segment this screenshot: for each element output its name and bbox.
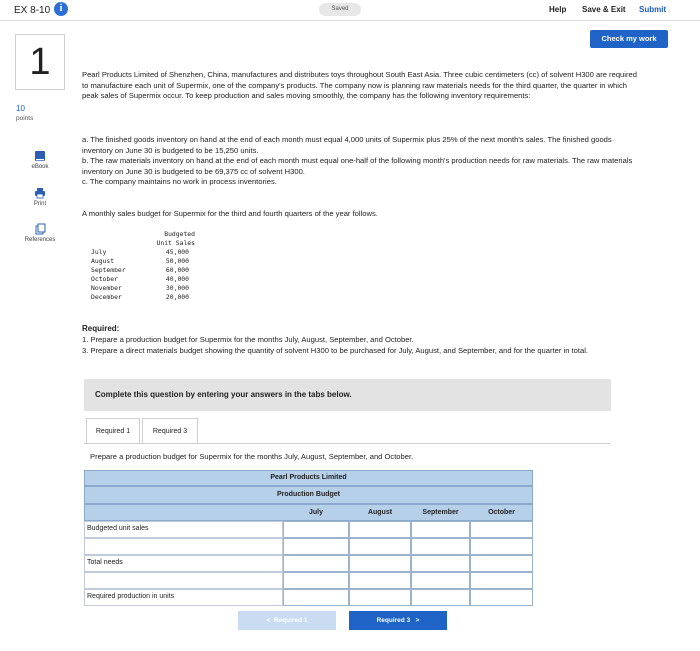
exercise-label: EX 8-10 bbox=[14, 5, 51, 16]
input-july-sales[interactable] bbox=[283, 521, 349, 538]
required-heading: Required: bbox=[82, 324, 120, 333]
ebook-button[interactable] bbox=[18, 150, 62, 170]
next-tab-label: Required 3 bbox=[376, 617, 411, 624]
references-icon bbox=[34, 223, 46, 235]
input-october-sales[interactable] bbox=[470, 521, 533, 538]
input-august-production[interactable] bbox=[349, 589, 411, 606]
sales-month: October bbox=[91, 275, 118, 283]
table-row[interactable] bbox=[84, 538, 283, 555]
chevron-left-icon: < bbox=[266, 617, 271, 624]
points-value: 10 bbox=[16, 104, 25, 113]
column-header: July bbox=[308, 509, 323, 516]
input-september-total[interactable] bbox=[411, 555, 470, 572]
sales-header-line1: Budgeted bbox=[164, 230, 195, 238]
table-row[interactable] bbox=[84, 572, 283, 589]
previous-tab-button[interactable] bbox=[238, 611, 336, 630]
ebook-label: eBook bbox=[31, 164, 49, 170]
row-label-total-needs: Total needs bbox=[87, 559, 123, 566]
input-august-total[interactable] bbox=[349, 555, 411, 572]
header-divider bbox=[0, 20, 700, 21]
production-budget-table bbox=[84, 470, 533, 605]
required-1-text: 1. Prepare a production budget for Supermix for the months July, August, September, and October. bbox=[82, 335, 414, 344]
required-3-text: 3. Prepare a direct materials budget showing the quantity of solvent H300 to be purchased for July, August, and September, and for the quarter in total. bbox=[82, 346, 588, 355]
sales-intro: A monthly sales budget for Supermix for the third and fourth quarters of the year follows. bbox=[82, 209, 378, 218]
printer-icon bbox=[34, 187, 46, 199]
input-october-production[interactable] bbox=[470, 589, 533, 606]
row-label-budgeted-sales: Budgeted unit sales bbox=[87, 525, 149, 532]
requirement-b: b. The raw materials inventory on hand at the end of each month must equal one-half of the following month's production needs for raw materials. The raw materials inventory on June 30 is budgeted to be 69,375 cc of solvent H300. bbox=[82, 156, 633, 176]
previous-tab-label: Required 1 bbox=[273, 617, 308, 624]
sales-units: 30,000 bbox=[165, 284, 189, 292]
tab-required-3[interactable]: Required 3 bbox=[142, 418, 198, 444]
input-august-row4[interactable] bbox=[349, 572, 411, 589]
input-september-row4[interactable] bbox=[411, 572, 470, 589]
sales-month: August bbox=[91, 257, 115, 265]
table-company: Pearl Products Limited bbox=[270, 474, 347, 481]
input-july-row2[interactable] bbox=[283, 538, 349, 555]
input-october-row2[interactable] bbox=[470, 538, 533, 555]
print-button[interactable] bbox=[18, 187, 62, 207]
book-icon bbox=[34, 150, 46, 162]
input-july-row4[interactable] bbox=[283, 572, 349, 589]
sales-header-line2: Unit Sales bbox=[156, 239, 195, 247]
print-label: Print bbox=[33, 201, 47, 207]
problem-intro: Pearl Products Limited of Shenzhen, China, manufactures and distributes toys throughout South East Asia. Three cubic centimeters (cc) of solvent H300 are required to manufacture each unit of Supermix, one of the company's products. The company now is planning raw materials needs for the third quarter, the quarter in which peak sales of Supermix occur. To keep production and sales moving smoothly, the company has the following inventory requirements: bbox=[82, 70, 637, 100]
requirement-a: a. The finished goods inventory on hand at the end of each month must equal 4,000 units of Supermix plus 25% of the next month's sales. The finished goods inventory on June 30 is budgeted to be 15,250 units. bbox=[82, 135, 612, 155]
sales-units: 60,000 bbox=[165, 266, 189, 274]
column-header: September bbox=[422, 509, 459, 516]
input-august-sales[interactable] bbox=[349, 521, 411, 538]
sales-month: November bbox=[91, 284, 122, 292]
references-button[interactable] bbox=[18, 223, 62, 243]
input-july-total[interactable] bbox=[283, 555, 349, 572]
sales-units: 20,000 bbox=[165, 293, 189, 301]
sales-month: December bbox=[91, 293, 122, 301]
info-icon[interactable]: i bbox=[54, 2, 68, 16]
column-header: August bbox=[367, 509, 393, 516]
input-august-row2[interactable] bbox=[349, 538, 411, 555]
sales-month: July bbox=[91, 248, 107, 256]
table-title: Production Budget bbox=[277, 491, 340, 498]
column-header: October bbox=[488, 509, 515, 516]
input-october-row4[interactable] bbox=[470, 572, 533, 589]
input-september-production[interactable] bbox=[411, 589, 470, 606]
sales-units: 45,000 bbox=[165, 248, 189, 256]
question-number: 1 bbox=[15, 34, 65, 90]
next-tab-button[interactable] bbox=[349, 611, 447, 630]
save-exit-link[interactable]: Save & Exit bbox=[582, 5, 626, 14]
sales-month: September bbox=[91, 266, 126, 274]
row-label-required-production: Required production in units bbox=[87, 593, 175, 600]
tab-required-1[interactable]: Required 1 bbox=[86, 418, 140, 444]
references-label: References bbox=[24, 237, 56, 243]
input-october-total[interactable] bbox=[470, 555, 533, 572]
submit-link[interactable]: Submit bbox=[639, 5, 667, 14]
chevron-right-icon: > bbox=[415, 617, 420, 624]
panel-instruction: Prepare a production budget for Supermix for the months July, August, September, and October. bbox=[90, 452, 414, 461]
check-my-work-button[interactable]: Check my work bbox=[590, 30, 668, 48]
help-link[interactable]: Help bbox=[549, 5, 567, 14]
input-september-sales[interactable] bbox=[411, 521, 470, 538]
instructions-banner: Complete this question by entering your answers in the tabs below. bbox=[84, 379, 611, 411]
saved-status: Saved bbox=[319, 3, 361, 16]
input-july-production[interactable] bbox=[283, 589, 349, 606]
sales-units: 50,000 bbox=[165, 257, 189, 265]
points-label: points bbox=[16, 115, 34, 122]
input-september-row2[interactable] bbox=[411, 538, 470, 555]
requirement-c: c. The company maintains no work in process inventories. bbox=[82, 177, 277, 186]
sales-units: 40,000 bbox=[165, 275, 189, 283]
